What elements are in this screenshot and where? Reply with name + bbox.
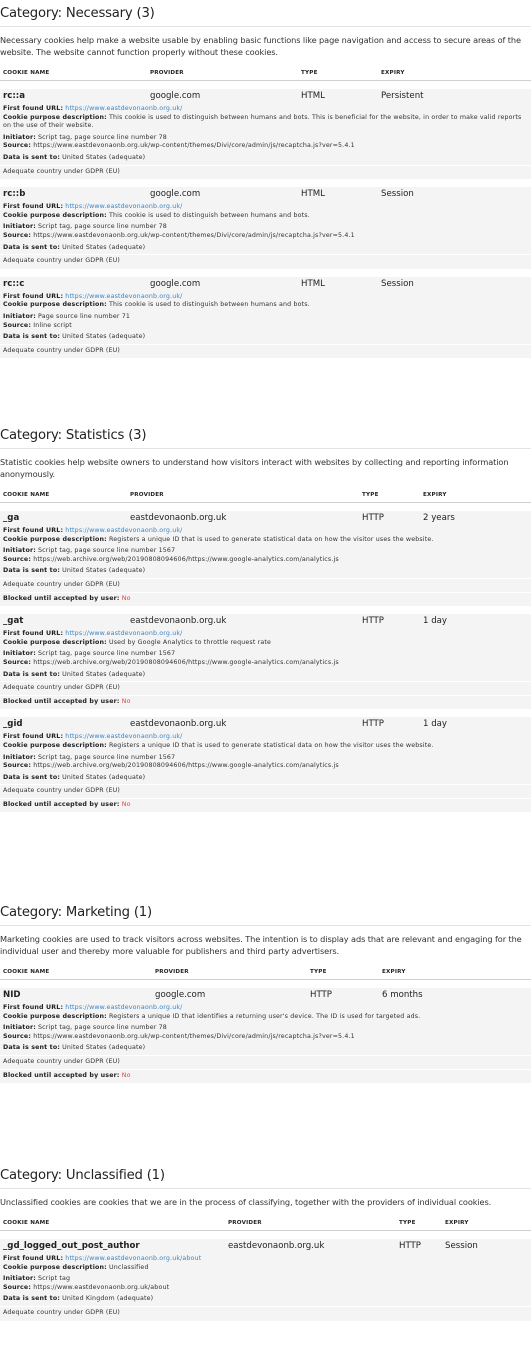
gdpr-adequacy: Adequate country under GDPR (EU) [3,787,120,795]
blocked-until-accepted-value: No [121,697,131,705]
first-found-url-value[interactable]: https://www.eastdevonaonb.org.uk/ [65,630,183,638]
cookie-initiator-value: Script tag, page source line number 78 [38,223,167,231]
cookie-source-value: https://web.archive.org/web/20190808094606/https://www.google-analytics.com/analytics.js [33,555,339,563]
header-expiry: EXPIRY [445,1220,469,1226]
gdpr-adequacy: Adequate country under GDPR (EU) [3,1308,120,1316]
cookie-name: _ga [3,513,20,523]
cookie-category [0,905,531,1083]
cookie-initiator [3,1024,528,1033]
category-description: Unclassified cookies are cookies that we are in the process of classifying, together with the providers of individual cookies. [0,1197,492,1207]
cookie-expiry: Session [445,1241,478,1251]
cookie-provider: eastdevonaonb.org.uk [228,1241,325,1251]
first-found-url [3,1255,528,1264]
cookie-purpose-label: Cookie purpose description: [3,638,107,646]
header-type: TYPE [310,969,327,975]
data-sent-to-label: Data is sent to: [3,333,60,341]
cookie-source [3,659,528,668]
cookie-source-label: Source: [3,1032,32,1040]
data-sent-to [3,244,528,253]
cookie-type: HTTP [399,1241,421,1251]
header-type: TYPE [301,70,318,76]
cookie-type: HTML [301,278,325,289]
cookie-details [3,527,528,603]
blocked-until-accepted [3,801,528,810]
blocked-until-accepted-value: No [121,1071,131,1079]
cookie-purpose [3,536,528,545]
cookie-initiator-label: Initiator: [3,223,36,231]
header-cookie-name: COOKIE NAME [3,492,50,498]
category-description: Statistic cookies help website owners to understand how visitors interact with websites by collecting and reporting information anonymously. [0,457,509,479]
data-sent-to [3,154,528,163]
cookie-provider: google.com [150,189,201,200]
blocked-until-accepted [3,698,528,707]
cookie-expiry: Session [381,278,414,289]
data-sent-to [3,567,528,576]
header-provider: PROVIDER [155,969,189,975]
cookie-name: _gat [3,616,24,627]
blocked-until-accepted-value: No [121,800,131,808]
cookie-purpose-label: Cookie purpose description: [3,113,107,121]
blocked-until-accepted [3,1072,528,1081]
cookie-purpose [3,742,528,751]
cookie-row [3,279,528,293]
header-provider: PROVIDER [150,70,184,76]
cookie-source-label: Source: [3,231,32,239]
cookie-provider: eastdevonaonb.org.uk [130,513,227,523]
data-sent-to-value: United States (adequate) [62,1044,146,1052]
cookie-initiator-label: Initiator: [3,312,36,320]
cookie-details [3,203,528,266]
first-found-url-label: First found URL: [3,527,64,534]
category-divider [0,448,531,449]
cookie-details [3,1004,528,1080]
blocked-until-accepted-label: Blocked until accepted by user: [3,594,120,602]
cookie-purpose [3,301,528,310]
first-found-url-label: First found URL: [3,1004,64,1011]
cookie-row [3,990,528,1004]
detail-divider [0,344,531,345]
detail-divider [0,798,531,799]
data-sent-to-label: Data is sent to: [3,670,60,678]
cookie-table-header [0,969,531,980]
gdpr-adequacy: Adequate country under GDPR (EU) [3,346,120,354]
cookie-purpose-label: Cookie purpose description: [3,301,107,309]
cookie-name: _gid [3,719,23,730]
data-sent-to-label: Data is sent to: [3,773,60,781]
first-found-url [3,293,528,302]
category-title: Category: Statistics (3) [0,428,147,443]
cookie-expiry: Persistent [381,91,424,101]
cookie-initiator [3,313,528,322]
cookie-details [3,105,528,176]
cookie-initiator-value: Script tag, page source line number 1567 [38,650,176,658]
data-sent-to-value: United States (adequate) [62,670,146,678]
first-found-url [3,1004,528,1013]
cookie-expiry: Session [381,189,414,200]
first-found-url-value[interactable]: https://www.eastdevonaonb.org.uk/ [65,292,183,300]
cookie-initiator-value: Script tag [38,1275,71,1283]
category-divider [0,26,531,27]
first-found-url-value[interactable]: https://www.eastdevonaonb.org.uk/ [65,105,183,112]
data-sent-to [3,1044,528,1053]
cookie-expiry: 6 months [382,990,423,1000]
category-title: Category: Marketing (1) [0,905,152,920]
cookie-initiator [3,547,528,556]
detail-divider [0,592,531,593]
cookie-source-label: Source: [3,762,32,770]
data-sent-to-label: Data is sent to: [3,1295,60,1303]
data-sent-to-value: United States (adequate) [62,243,146,251]
cookie-name: rc::a [3,91,26,101]
cookie-initiator [3,754,528,763]
cookie-provider: eastdevonaonb.org.uk [130,719,227,730]
category-title: Category: Necessary (3) [0,6,155,21]
data-sent-to-label: Data is sent to: [3,153,60,161]
cookie-row [3,91,528,105]
cookie-category [0,428,531,812]
cookie-initiator-label: Initiator: [3,1024,36,1032]
cookie-provider: eastdevonaonb.org.uk [130,616,227,627]
cookie-row [3,189,528,203]
cookie-purpose-label: Cookie purpose description: [3,741,107,749]
first-found-url [3,630,528,639]
data-sent-to-label: Data is sent to: [3,243,60,251]
cookie-purpose-value: Unclassified [108,1263,149,1271]
cookie-provider: google.com [150,91,201,101]
cookie-category [0,1168,531,1321]
cookie-type: HTML [301,189,325,200]
cookie-provider: google.com [150,278,201,289]
cookie-entry [0,614,531,709]
cookie-source-value: https://www.eastdevonaonb.org.uk/wp-content/themes/Divi/core/admin/js/recaptcha.js?ver=5.4.1 [33,231,355,239]
first-found-url [3,105,528,114]
data-sent-to [3,1295,528,1304]
cookie-purpose [3,639,528,648]
data-sent-to [3,333,528,342]
cookie-type: HTML [301,91,325,101]
cookie-source-value: https://web.archive.org/web/20190808094606/https://www.google-analytics.com/analytics.js [33,762,339,770]
gdpr-adequacy: Adequate country under GDPR (EU) [3,1057,120,1065]
cookie-entry [0,988,531,1083]
cookie-purpose-label: Cookie purpose description: [3,1263,107,1271]
cookie-provider: google.com [155,990,206,1000]
cookie-purpose-label: Cookie purpose description: [3,535,107,543]
cookie-initiator-value: Script tag, page source line number 78 [38,1024,167,1032]
first-found-url-value[interactable]: https://www.eastdevonaonb.org.uk/ [65,733,183,741]
data-sent-to-label: Data is sent to: [3,1044,60,1052]
first-found-url-value[interactable]: https://www.eastdevonaonb.org.uk/about [65,1255,202,1262]
gdpr-adequacy: Adequate country under GDPR (EU) [3,580,120,588]
detail-divider [0,695,531,696]
cookie-details [3,1255,528,1318]
detail-divider [0,784,531,785]
cookie-source [3,1033,528,1042]
cookie-type: HTTP [362,513,384,523]
cookie-expiry: 1 day [423,616,448,627]
cookie-purpose-value: Used by Google Analytics to throttle request rate [108,638,271,646]
gdpr-adequacy: Adequate country under GDPR (EU) [3,257,120,265]
detail-divider [0,254,531,255]
cookie-source-value: https://www.eastdevonaonb.org.uk/about [33,1283,170,1291]
detail-divider [0,1069,531,1070]
cookie-source [3,556,528,565]
cookie-initiator [3,223,528,232]
header-expiry: EXPIRY [381,70,405,76]
cookie-source-label: Source: [3,1283,32,1291]
blocked-until-accepted-label: Blocked until accepted by user: [3,697,120,705]
detail-divider [0,1055,531,1056]
blocked-until-accepted-value: No [121,594,131,602]
header-type: TYPE [362,492,379,498]
cookie-entry [0,277,531,359]
data-sent-to-label: Data is sent to: [3,567,60,575]
cookie-initiator-label: Initiator: [3,547,36,555]
cookie-details [3,630,528,706]
cookie-row [3,1241,528,1255]
cookie-initiator-value: Script tag, page source line number 1567 [38,547,176,555]
cookie-source [3,142,528,151]
cookie-expiry: 2 years [423,513,455,523]
cookie-source-value: Inline script [33,321,72,329]
cookie-purpose-value: This cookie is used to distinguish between humans and bots. [108,301,310,309]
data-sent-to [3,671,528,680]
cookie-source [3,322,528,331]
cookie-purpose-value: Registers a unique ID that is used to generate statistical data on how the visitor uses the website. [108,741,434,749]
cookie-initiator-label: Initiator: [3,753,36,761]
cookie-type: HTTP [362,616,384,627]
first-found-url [3,527,528,536]
cookie-initiator [3,134,528,143]
blocked-until-accepted [3,595,528,604]
blocked-until-accepted-label: Blocked until accepted by user: [3,1071,120,1079]
cookie-purpose [3,1264,528,1273]
cookie-purpose-value: This cookie is used to distinguish between humans and bots. This is beneficial for the website, in order to make valid reports on the use of their website. [3,113,522,130]
cookie-initiator-label: Initiator: [3,1275,36,1283]
cookie-initiator-value: Script tag, page source line number 1567 [38,753,176,761]
cookie-purpose-value: Registers a unique ID that identifies a returning user's device. The ID is used for targeted ads. [108,1012,421,1020]
cookie-purpose [3,1013,528,1022]
gdpr-adequacy: Adequate country under GDPR (EU) [3,167,120,175]
cookie-initiator [3,1275,528,1284]
cookie-table-header [0,492,531,503]
detail-divider [0,165,531,166]
cookie-entry [0,1239,531,1321]
data-sent-to-value: United Kingdom (adequate) [62,1295,154,1303]
first-found-url-label: First found URL: [3,733,64,741]
category-description: Marketing cookies are used to track visitors across websites. The intention is to display ads that are relevant and engaging for the individual user and thereby more valuable for publishers and third party advertisers. [0,934,522,956]
cookie-source-label: Source: [3,658,32,666]
data-sent-to [3,774,528,783]
first-found-url-value[interactable]: https://www.eastdevonaonb.org.uk/ [65,203,183,211]
detail-divider [0,578,531,579]
category-title: Category: Unclassified (1) [0,1168,165,1183]
cookie-row [3,719,528,733]
cookie-source-label: Source: [3,142,32,150]
header-expiry: EXPIRY [382,969,406,975]
header-type: TYPE [399,1220,416,1226]
first-found-url [3,733,528,742]
cookie-initiator-label: Initiator: [3,133,36,141]
cookie-entry [0,89,531,179]
detail-divider [0,1306,531,1307]
cookie-table-header [0,1220,531,1231]
header-cookie-name: COOKIE NAME [3,969,50,975]
cookie-type: HTTP [362,719,384,730]
category-description: Necessary cookies help make a website usable by enabling basic functions like page navigation and access to secure areas of the website. The website cannot function properly without these cookies. [0,35,521,57]
data-sent-to-value: United States (adequate) [62,773,146,781]
cookie-row [3,616,528,630]
category-divider [0,925,531,926]
first-found-url-value[interactable]: https://www.eastdevonaonb.org.uk/ [65,527,183,534]
cookie-category [0,6,531,358]
cookie-type: HTTP [310,990,332,1000]
header-provider: PROVIDER [130,492,164,498]
cookie-source [3,762,528,771]
cookie-source-label: Source: [3,555,32,563]
cookie-purpose-label: Cookie purpose description: [3,211,107,219]
cookie-initiator-label: Initiator: [3,650,36,658]
cookie-source-value: https://web.archive.org/web/20190808094606/https://www.google-analytics.com/analytics.js [33,658,339,666]
first-found-url-label: First found URL: [3,630,64,638]
data-sent-to-value: United States (adequate) [62,153,146,161]
cookie-source-label: Source: [3,321,32,329]
cookie-name: _gd_logged_out_post_author [3,1241,140,1251]
category-divider [0,1188,531,1189]
cookie-source [3,232,528,241]
cookie-purpose-label: Cookie purpose description: [3,1012,107,1020]
first-found-url-label: First found URL: [3,203,64,211]
cookie-row [3,513,528,527]
cookie-entry [0,511,531,606]
first-found-url-label: First found URL: [3,292,64,300]
first-found-url-value[interactable]: https://www.eastdevonaonb.org.uk/ [65,1004,183,1011]
blocked-until-accepted-label: Blocked until accepted by user: [3,800,120,808]
header-expiry: EXPIRY [423,492,447,498]
cookie-initiator [3,650,528,659]
header-provider: PROVIDER [228,1220,262,1226]
header-cookie-name: COOKIE NAME [3,70,50,76]
detail-divider [0,681,531,682]
cookie-purpose [3,114,528,131]
data-sent-to-value: United States (adequate) [62,567,146,575]
cookie-name: rc::b [3,189,26,200]
cookie-source [3,1284,528,1293]
cookie-name: rc::c [3,278,25,289]
data-sent-to-value: United States (adequate) [62,333,146,341]
cookie-entry [0,187,531,269]
first-found-url-label: First found URL: [3,105,64,112]
first-found-url-label: First found URL: [3,1255,64,1262]
cookie-expiry: 1 day [423,719,448,730]
cookie-source-value: https://www.eastdevonaonb.org.uk/wp-content/themes/Divi/core/admin/js/recaptcha.js?ver=5.4.1 [33,142,355,150]
cookie-table-header [0,70,531,81]
cookie-entry [0,717,531,812]
first-found-url [3,203,528,212]
cookie-details [3,293,528,356]
cookie-purpose-value: This cookie is used to distinguish between humans and bots. [108,211,310,219]
cookie-name: NID [3,990,21,1000]
header-cookie-name: COOKIE NAME [3,1220,50,1226]
gdpr-adequacy: Adequate country under GDPR (EU) [3,684,120,692]
cookie-source-value: https://www.eastdevonaonb.org.uk/wp-content/themes/Divi/core/admin/js/recaptcha.js?ver=5.4.1 [33,1032,355,1040]
cookie-initiator-value: Script tag, page source line number 78 [38,133,167,141]
cookie-purpose-value: Registers a unique ID that is used to generate statistical data on how the visitor uses the website. [108,535,434,543]
cookie-details [3,733,528,809]
cookie-purpose [3,212,528,221]
cookie-initiator-value: Page source line number 71 [38,312,131,320]
